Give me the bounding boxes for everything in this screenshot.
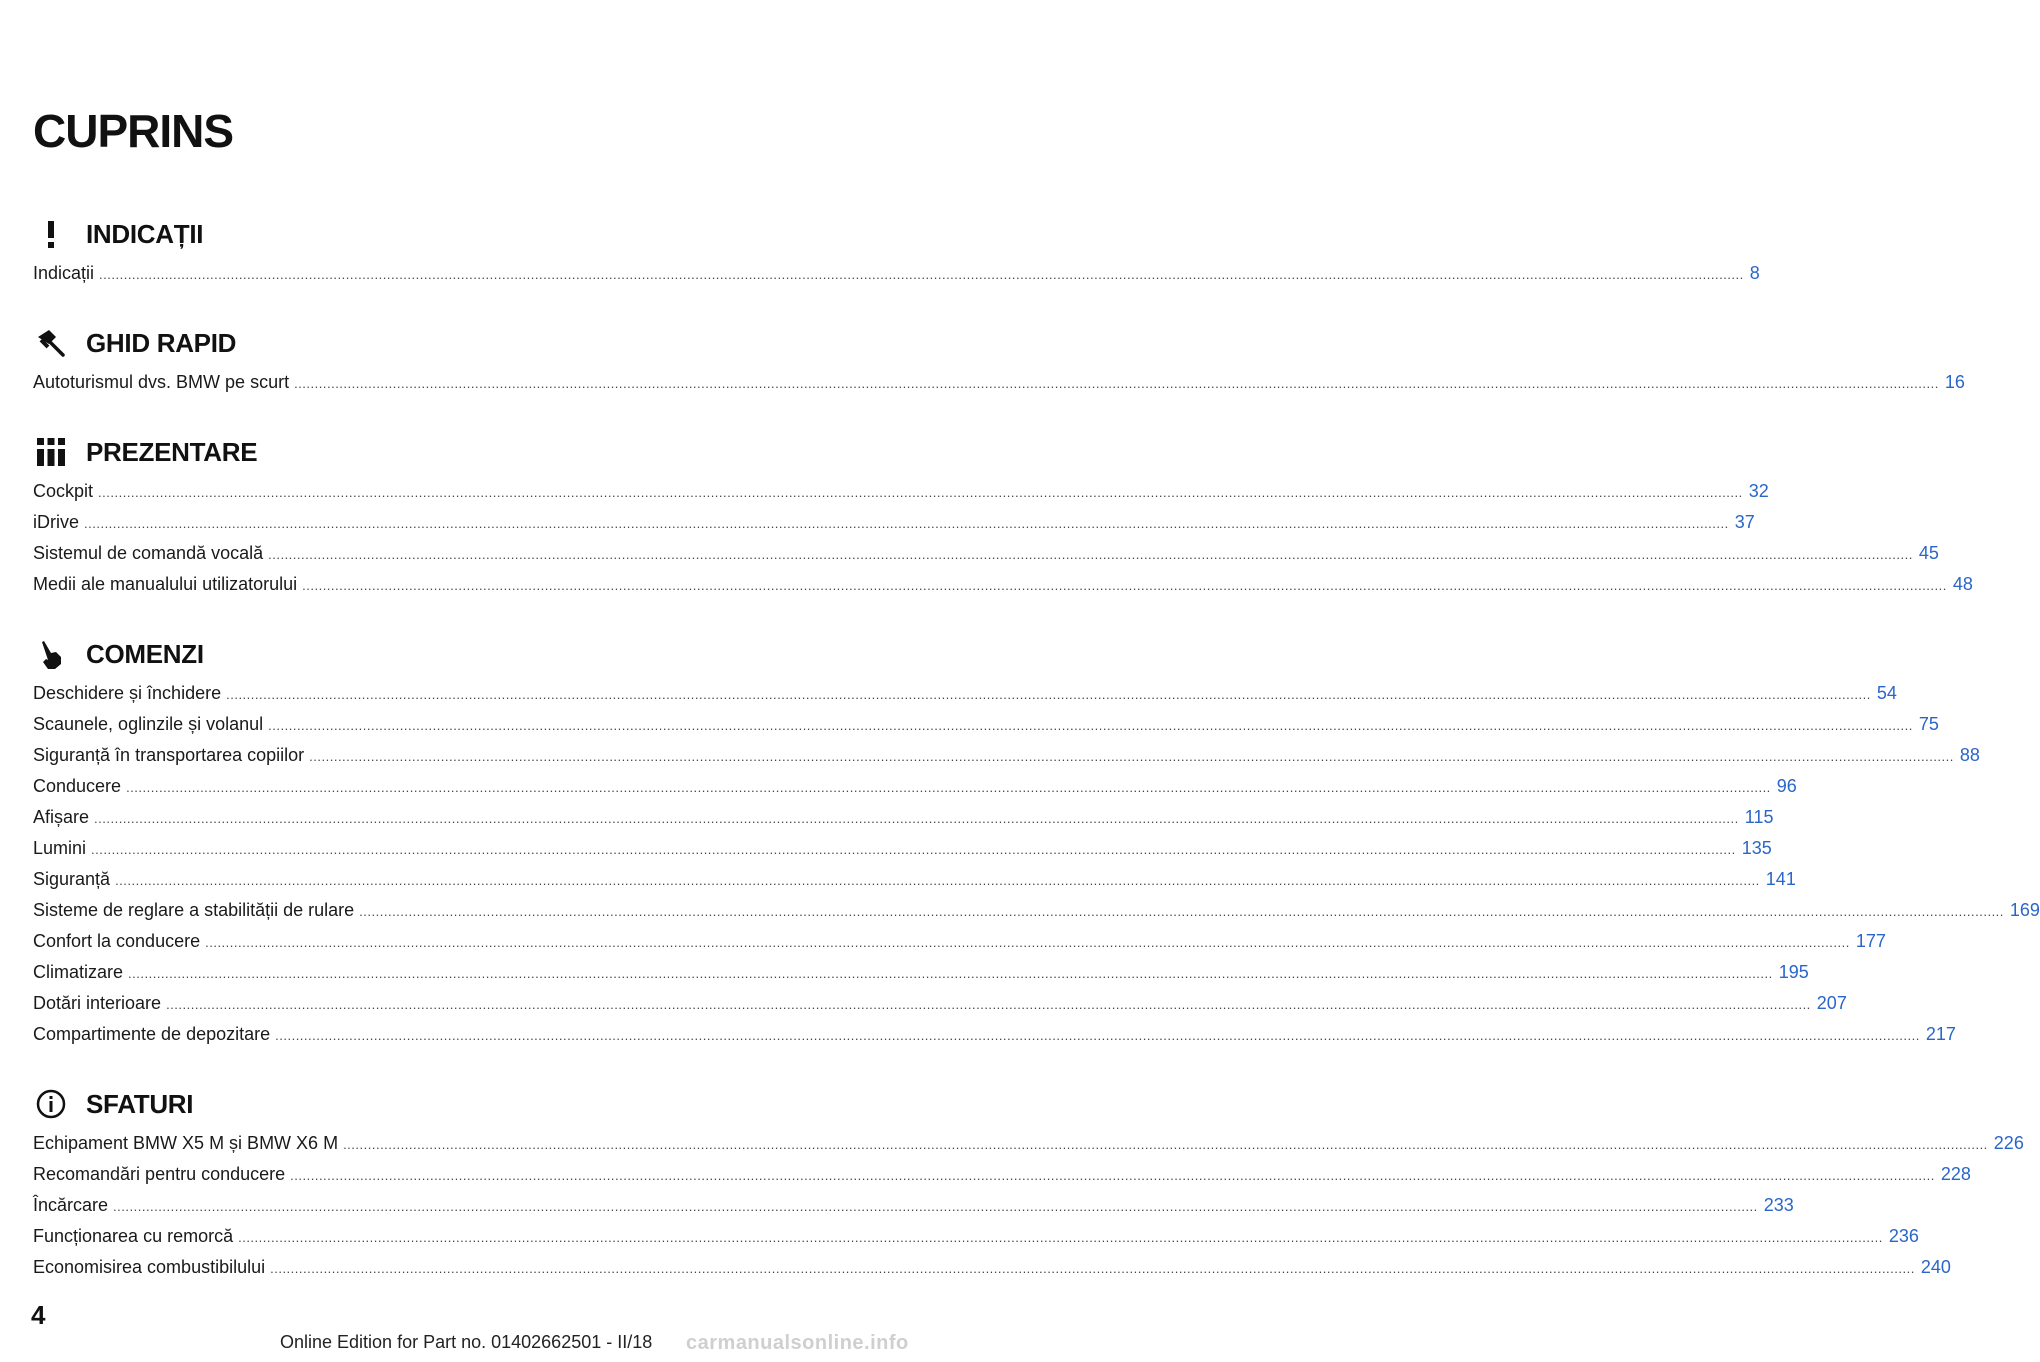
- pin-icon: [35, 327, 67, 359]
- toc-entry-page-link[interactable]: 135: [1741, 838, 1772, 858]
- toc-entry[interactable]: [33, 1128, 2024, 1159]
- toc-entry[interactable]: [33, 538, 1939, 569]
- section-spacer: [33, 398, 688, 432]
- toc-entry-page-link[interactable]: 228: [1940, 1164, 1971, 1184]
- toc-entry-label: Compartimente de depozitare: [33, 1024, 271, 1044]
- section-heading: [33, 634, 688, 674]
- grid-icon: [35, 436, 67, 468]
- dot-leader: ................................................................................................................................................................................................................................................................................................................................................................................................................: [268, 547, 1913, 562]
- dot-leader: ................................................................................................................................................................................................................................................................................................................................................................................................................: [270, 1261, 1915, 1276]
- dot-leader: ................................................................................................................................................................................................................................................................................................................................................................................................................: [226, 687, 1871, 702]
- toc-entry[interactable]: [33, 569, 1973, 600]
- toc-entry-label: Echipament BMW X5 M și BMW X6 M: [33, 1133, 339, 1153]
- toc-entry[interactable]: [33, 1252, 1951, 1283]
- dot-leader: ................................................................................................................................................................................................................................................................................................................................................................................................................: [268, 718, 1913, 733]
- toc-entry-label: Sistemul de comandă vocală: [33, 543, 264, 563]
- section-spacer: [33, 600, 688, 634]
- toc-entry[interactable]: [33, 926, 1886, 957]
- section-heading: [33, 323, 688, 363]
- toc-entry-label: Sisteme de reglare a stabilității de rulare: [33, 900, 355, 920]
- toc-entry-label: Confort la conducere: [33, 931, 201, 951]
- toc-entry-label: Cockpit: [33, 481, 94, 501]
- dot-leader: ................................................................................................................................................................................................................................................................................................................................................................................................................: [238, 1230, 1883, 1245]
- section-title: SFATURI: [86, 1088, 194, 1119]
- toc-entry-label: Afișare: [33, 807, 90, 827]
- dot-leader: ................................................................................................................................................................................................................................................................................................................................................................................................................: [290, 1168, 1935, 1183]
- toc-entry-page-link[interactable]: 32: [1748, 481, 1769, 501]
- toc-entry[interactable]: [33, 507, 1755, 538]
- toc-entry-label: Medii ale manualului utilizatorului: [33, 574, 298, 594]
- toc-entry-page-link[interactable]: 207: [1816, 993, 1847, 1013]
- toc-entry-page-link[interactable]: 96: [1776, 776, 1797, 796]
- section-title: PREZENTARE: [86, 436, 258, 467]
- toc-entry-label: Încărcare: [33, 1195, 109, 1215]
- section-heading: [33, 214, 688, 254]
- toc-section: [33, 323, 1965, 432]
- page-title: CUPRINS: [33, 105, 234, 157]
- toc-entry-label: Dotări interioare: [33, 993, 162, 1013]
- toc-entry[interactable]: [33, 864, 1796, 895]
- toc-entry-label: Siguranță: [33, 869, 111, 889]
- toc-entry[interactable]: [33, 771, 1797, 802]
- dot-leader: ................................................................................................................................................................................................................................................................................................................................................................................................................: [359, 904, 2004, 919]
- toc-entry-page-link[interactable]: 217: [1925, 1024, 1956, 1044]
- toc-entry-label: Deschidere și închidere: [33, 683, 222, 703]
- toc-entry-label: Scaunele, oglinzile și volanul: [33, 714, 264, 734]
- toc-entry[interactable]: [33, 1159, 1971, 1190]
- toc-entry-label: Autoturismul dvs. BMW pe scurt: [33, 372, 290, 392]
- toc-entry-label: Recomandări pentru conducere: [33, 1164, 286, 1184]
- footer-edition: Online Edition for Part no. 01402662501 - II/18: [280, 1332, 653, 1352]
- section-spacer: [33, 1050, 688, 1084]
- toc-entry-label: Economisirea combustibilului: [33, 1257, 266, 1277]
- toc-entry-label: Climatizare: [33, 962, 124, 982]
- dot-leader: ................................................................................................................................................................................................................................................................................................................................................................................................................: [205, 935, 1850, 950]
- toc-entry-page-link[interactable]: 226: [1993, 1133, 2024, 1153]
- toc-entry[interactable]: [33, 740, 1980, 771]
- dot-leader: ................................................................................................................................................................................................................................................................................................................................................................................................................: [294, 376, 1939, 391]
- section-title: COMENZI: [86, 638, 204, 669]
- toc-section: [33, 1084, 2024, 1283]
- toc-entry[interactable]: [33, 678, 1897, 709]
- toc-entry-label: Lumini: [33, 838, 87, 858]
- toc-section: [33, 432, 1973, 634]
- toc-entry[interactable]: [33, 367, 1965, 398]
- toc-entry-page-link[interactable]: 16: [1944, 372, 1965, 392]
- table-of-contents: [33, 214, 2040, 1283]
- toc-entry-label: Funcționarea cu remorcă: [33, 1226, 234, 1246]
- hand-pointer-icon: [35, 638, 67, 670]
- toc-entry-page-link[interactable]: 236: [1888, 1226, 1919, 1246]
- toc-entry[interactable]: [33, 957, 1809, 988]
- toc-entry[interactable]: [33, 802, 1774, 833]
- toc-entry[interactable]: [33, 895, 2040, 926]
- toc-entry[interactable]: [33, 1221, 1919, 1252]
- toc-entry-page-link[interactable]: 115: [1744, 807, 1774, 827]
- toc-entry-page-link[interactable]: 54: [1876, 683, 1897, 703]
- section-spacer: [33, 289, 688, 323]
- dot-leader: ................................................................................................................................................................................................................................................................................................................................................................................................................: [126, 780, 1771, 795]
- toc-entry-page-link[interactable]: 88: [1959, 745, 1980, 765]
- toc-entry-page-link[interactable]: 141: [1765, 869, 1796, 889]
- dot-leader: ................................................................................................................................................................................................................................................................................................................................................................................................................: [99, 267, 1744, 282]
- toc-entry-label: iDrive: [33, 512, 80, 532]
- toc-entry-page-link[interactable]: 37: [1734, 512, 1755, 532]
- dot-leader: ................................................................................................................................................................................................................................................................................................................................................................................................................: [113, 1199, 1758, 1214]
- dot-leader: ................................................................................................................................................................................................................................................................................................................................................................................................................: [302, 578, 1947, 593]
- dot-leader: ................................................................................................................................................................................................................................................................................................................................................................................................................: [309, 749, 1954, 764]
- exclamation-icon: [35, 218, 67, 250]
- page-number: 4: [31, 1300, 46, 1330]
- section-heading: [33, 1084, 688, 1124]
- dot-leader: ................................................................................................................................................................................................................................................................................................................................................................................................................: [275, 1028, 1920, 1043]
- section-title: INDICAȚII: [86, 218, 204, 249]
- info-circle-icon: [35, 1088, 67, 1120]
- section-heading: [33, 432, 688, 472]
- toc-entry[interactable]: [33, 709, 1939, 740]
- toc-entry-page-link[interactable]: 45: [1918, 543, 1939, 563]
- watermark: carmanualsonline.info: [686, 1332, 909, 1354]
- toc-entry-label: Conducere: [33, 776, 122, 796]
- toc-entry-page-link[interactable]: 48: [1952, 574, 1973, 594]
- toc-entry[interactable]: [33, 258, 1760, 289]
- dot-leader: ................................................................................................................................................................................................................................................................................................................................................................................................................: [98, 485, 1743, 500]
- toc-entry-page-link[interactable]: 177: [1855, 931, 1886, 951]
- dot-leader: ................................................................................................................................................................................................................................................................................................................................................................................................................: [166, 997, 1811, 1012]
- toc-entry[interactable]: [33, 833, 1772, 864]
- toc-entry[interactable]: [33, 1190, 1794, 1221]
- section-title: GHID RAPID: [86, 327, 237, 358]
- dot-leader: ................................................................................................................................................................................................................................................................................................................................................................................................................: [128, 966, 1773, 981]
- toc-entry-page-link[interactable]: 8: [1749, 263, 1760, 283]
- toc-entry[interactable]: [33, 988, 1847, 1019]
- toc-entry-page-link[interactable]: 240: [1920, 1257, 1951, 1277]
- toc-entry-page-link[interactable]: 169: [2009, 900, 2040, 920]
- toc-entry-page-link[interactable]: 75: [1918, 714, 1939, 734]
- toc-entry-page-link[interactable]: 195: [1778, 962, 1809, 982]
- dot-leader: ................................................................................................................................................................................................................................................................................................................................................................................................................: [84, 516, 1729, 531]
- dot-leader: ................................................................................................................................................................................................................................................................................................................................................................................................................: [94, 811, 1739, 826]
- dot-leader: ................................................................................................................................................................................................................................................................................................................................................................................................................: [343, 1137, 1988, 1152]
- toc-entry[interactable]: [33, 1019, 1956, 1050]
- toc-entry-label: Siguranță în transportarea copiilor: [33, 745, 305, 765]
- toc-entry[interactable]: [33, 476, 1769, 507]
- toc-section: [33, 214, 1760, 323]
- toc-entry-page-link[interactable]: 233: [1763, 1195, 1794, 1215]
- dot-leader: ................................................................................................................................................................................................................................................................................................................................................................................................................: [115, 873, 1760, 888]
- toc-section: [33, 634, 2040, 1084]
- toc-entry-label: Indicații: [33, 263, 95, 283]
- dot-leader: ................................................................................................................................................................................................................................................................................................................................................................................................................: [91, 842, 1736, 857]
